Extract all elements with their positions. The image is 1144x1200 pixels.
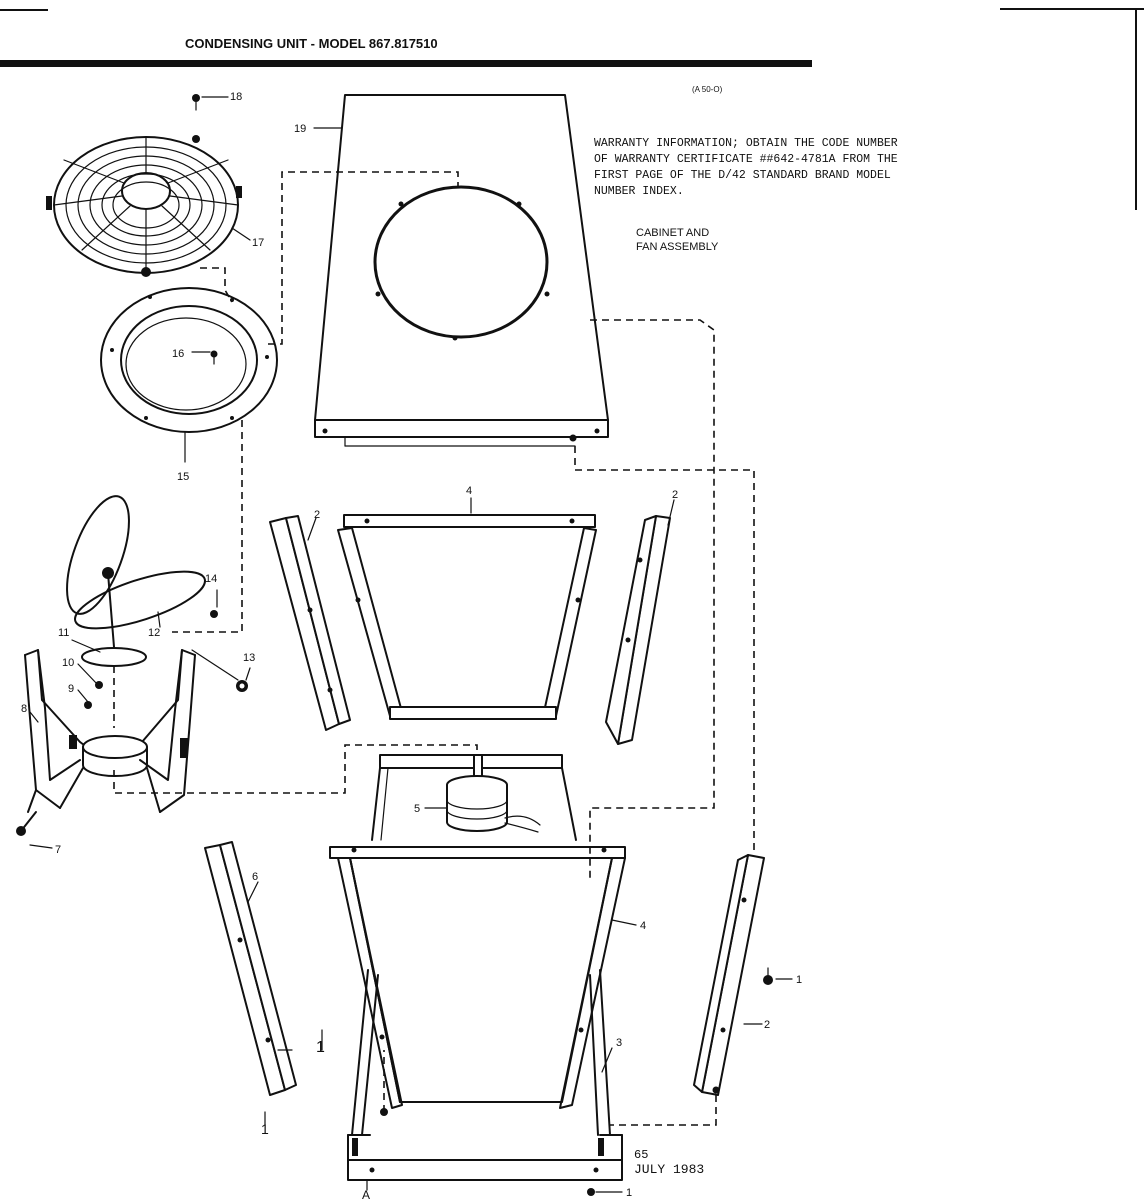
fan-blade-part-12	[54, 489, 211, 647]
warranty-line-4: NUMBER INDEX.	[594, 185, 684, 198]
callout-1-right: 1	[796, 974, 803, 986]
callout-6: 6	[252, 871, 259, 883]
base-pan	[348, 1135, 622, 1180]
callout-17: 17	[252, 237, 265, 249]
warranty-line-1: WARRANTY INFORMATION; OBTAIN THE CODE NUMBER	[594, 137, 898, 150]
callout-2-right: 2	[672, 489, 679, 501]
fan-guard-part-17	[46, 135, 242, 277]
callout-2-left: 2	[314, 509, 321, 521]
callout-1-left: 1	[261, 1121, 269, 1137]
section-label-line-1: CABINET AND	[636, 227, 710, 239]
page-number: 65	[634, 1148, 649, 1162]
footer	[634, 1148, 704, 1177]
right-upper-side-panel-part-2	[606, 516, 670, 744]
callout-9: 9	[68, 683, 75, 695]
callout-10: 10	[62, 657, 75, 669]
callout-4-top: 4	[466, 485, 473, 497]
callout-16: 16	[172, 348, 185, 360]
section-label	[636, 227, 719, 253]
warranty-line-2: OF WARRANTY CERTIFICATE ##642-4781A FROM THE	[594, 153, 898, 166]
left-lower-side-panel-part-6	[205, 842, 296, 1095]
callout-15: 15	[177, 471, 190, 483]
upper-frame-part-4	[338, 515, 596, 719]
lower-front-panel	[330, 847, 625, 1108]
warranty-block	[594, 137, 898, 198]
callout-18: 18	[230, 91, 243, 103]
callout-12: 12	[148, 627, 161, 639]
callout-4-lower: 4	[640, 920, 647, 932]
callout-11: 11	[58, 627, 70, 639]
orifice-ring-part-15	[101, 288, 277, 432]
motor-bracket-part-8	[25, 650, 195, 812]
callout-7: 7	[55, 844, 62, 856]
revision-date: JULY 1983	[634, 1162, 705, 1177]
warranty-line-3: FIRST PAGE OF THE D/42 STANDARD BRAND MODEL	[594, 169, 891, 182]
callout-19: 19	[294, 123, 307, 135]
callout-1-center: 1	[316, 1039, 325, 1056]
page-title: CONDENSING UNIT - MODEL 867.817510	[185, 36, 438, 51]
header-rule	[0, 60, 812, 67]
callout-14: 14	[205, 573, 218, 585]
left-upper-side-panel-part-2	[270, 516, 350, 730]
fan-hub-part-11	[82, 648, 146, 728]
callout-A: A	[362, 1188, 371, 1200]
callout-13: 13	[243, 652, 256, 664]
top-cover-part-19	[315, 95, 608, 446]
section-label-line-2: FAN ASSEMBLY	[636, 241, 719, 253]
callout-3: 3	[616, 1037, 623, 1049]
drawing-reference: (A 50-O)	[692, 85, 723, 94]
right-lower-side-panel-part-2	[694, 855, 764, 1095]
callout-1-bottom: 1	[626, 1187, 633, 1199]
callout-5: 5	[414, 803, 421, 815]
callout-8: 8	[21, 703, 28, 715]
callout-2-lower: 2	[764, 1019, 771, 1031]
